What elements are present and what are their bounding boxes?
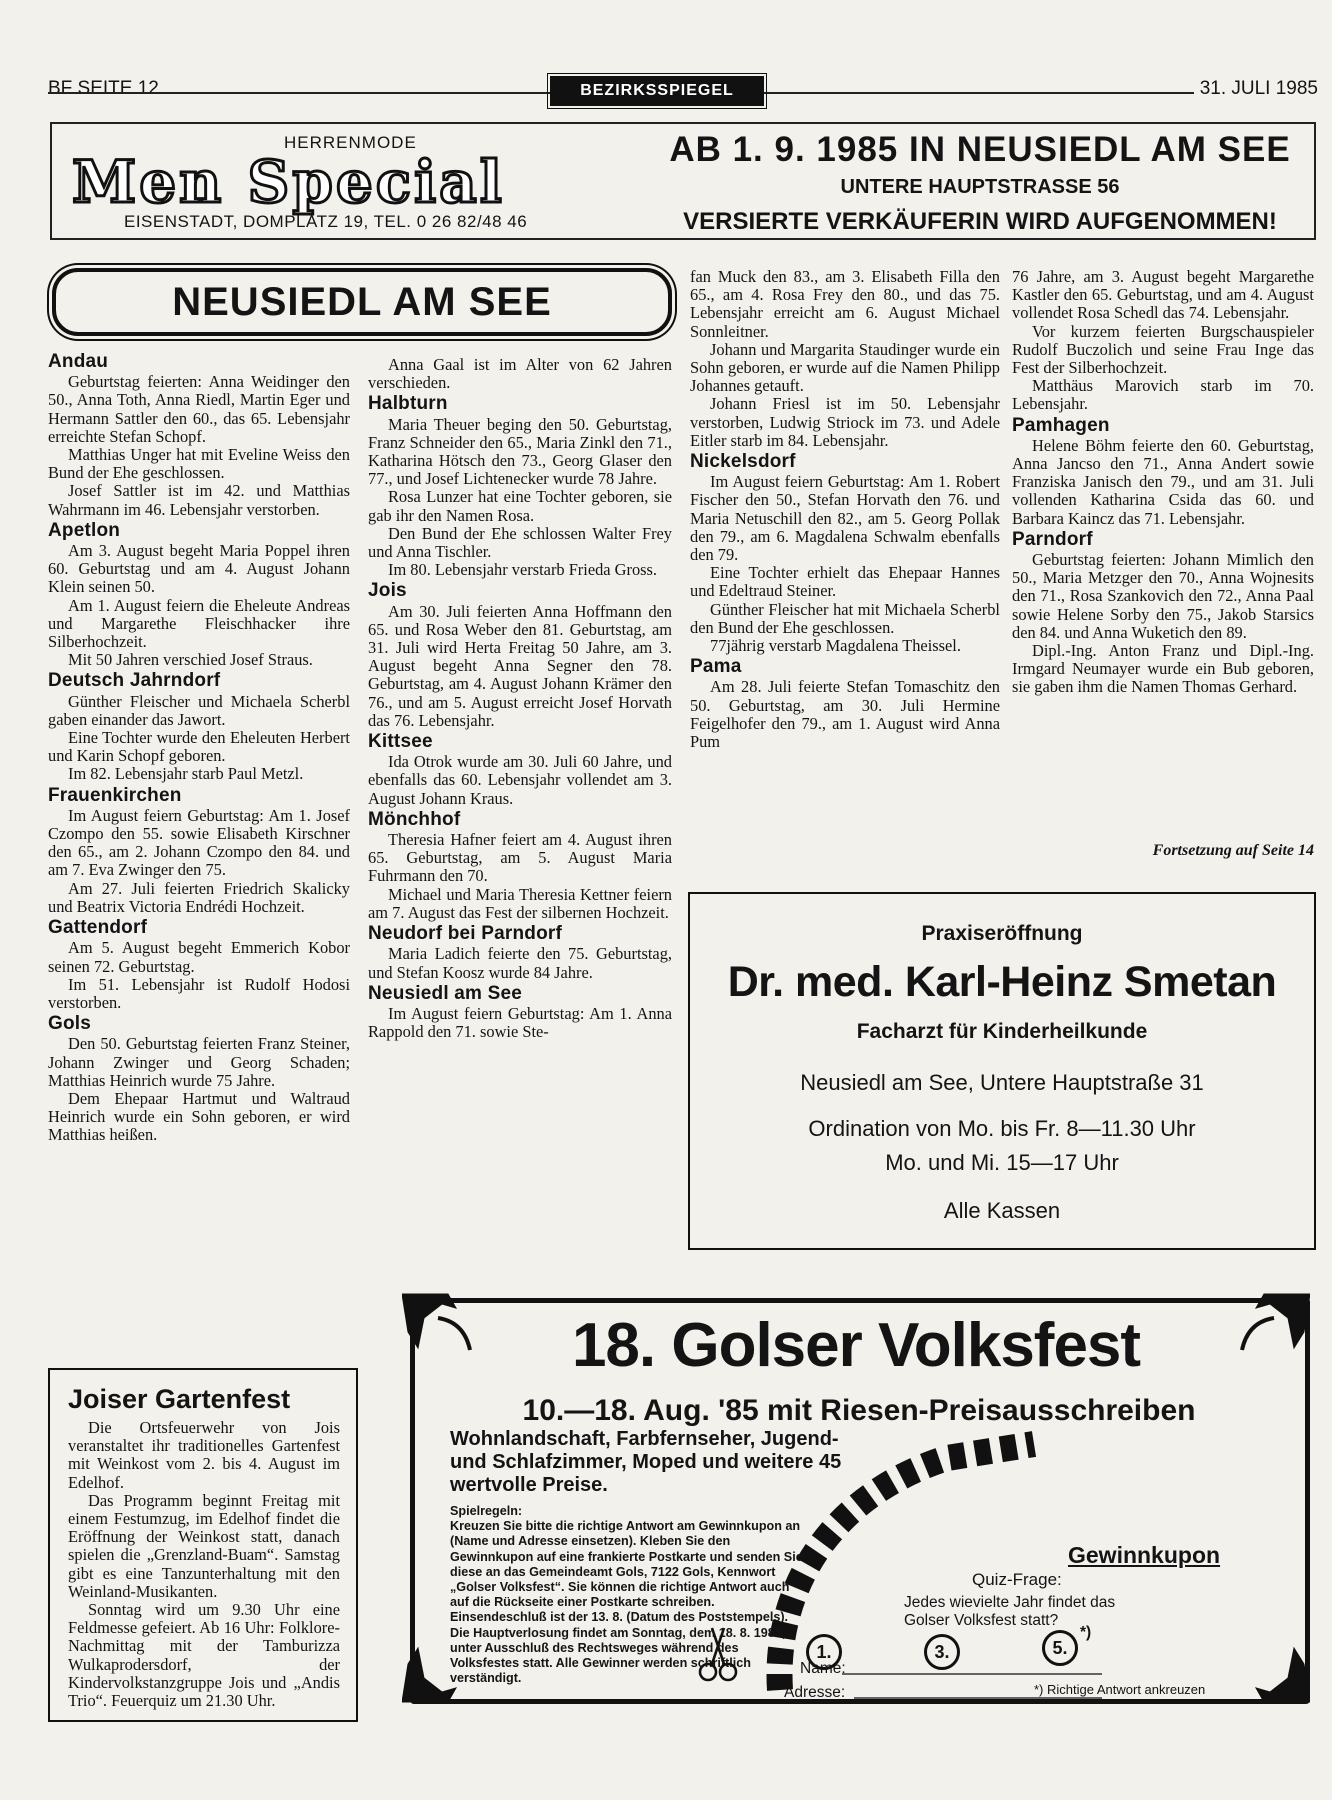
coupon-title: Gewinnkupon: [1068, 1542, 1221, 1568]
section-banner: [52, 268, 672, 336]
heading-neudorf: Neudorf bei Parndorf: [368, 923, 563, 945]
heading-neusiedl: Neusiedl am See: [368, 982, 523, 1004]
paragraph: Im 80. Lebensjahr verstarb Frieda Gross.: [388, 560, 658, 580]
paragraph: Am 5. August begeht Emmerich Kobor seinen 72. Geburtstag.: [48, 938, 350, 976]
option-circle-3[interactable]: [924, 1634, 960, 1670]
paragraph: Maria Theuer beging den 50. Geburtstag, Franz Schneider den 65., Maria Zinkl den 71., Katharina Hötsch den 73., Georg Glaser den 77., und Josef Lichtenecker wurde 78 Jahre.: [368, 414, 672, 489]
heading-deutsch-jahrndorf: Deutsch Jahrndorf: [48, 670, 221, 692]
paragraph: Dem Ehepaar Hartmut und Waltraud Heinrich wurde ein Sohn geboren, er wird Matthias heißen.: [48, 1088, 350, 1145]
footnote-mark: *): [1080, 1624, 1092, 1641]
rules-heading: Spielregeln:: [450, 1504, 523, 1518]
address-label: Adresse:: [784, 1684, 846, 1701]
option-circle-5[interactable]: [1042, 1630, 1078, 1666]
specialty: Facharzt für Kinderheilkunde: [856, 1020, 1148, 1043]
joiser-gartenfest-box: [48, 1368, 358, 1722]
ad-kicker: HERRENMODE: [284, 133, 417, 152]
column-1: [48, 350, 350, 1145]
praxis-hours-1: Ordination von Mo. bis Fr. 8—11.30 Uhr: [808, 1116, 1196, 1141]
praxis-address: Neusiedl am See, Untere Hauptstraße 31: [800, 1070, 1204, 1095]
paragraph: Josef Sattler ist im 42. und Matthias Wahrmann im 46. Lebensjahr verstorben.: [48, 481, 350, 519]
paragraph: Am 3. August begeht Maria Poppel ihren 60. Geburtstag und am 4. August Johann Klein seinen 50.: [48, 541, 350, 597]
page-label: BF SEITE 12: [48, 78, 159, 99]
option-label: 5.: [1052, 1638, 1068, 1658]
paragraph: Helene Böhm feierte den 60. Geburtstag, Anna Jancso den 71., Anna Andert sowie Franziska Janisch den 79., und am 31. Juli vollenden Katharina Csida das 60. und Barbara Kaincz das 71. Lebensjahr.: [1012, 435, 1314, 528]
paragraph: Eine Tochter erhielt das Ehepaar Hannes und Edeltraud Steiner.: [690, 563, 1000, 601]
heading-andau: Andau: [48, 351, 109, 372]
paragraph: Günther Fleischer und Michaela Scherbl gaben einander das Jawort.: [48, 691, 350, 729]
ad-headline: AB 1. 9. 1985 IN NEUSIEDL AM SEE: [669, 130, 1291, 169]
paragraph: 76 Jahre, am 3. August begeht Margarethe Kastler den 65. Geburtstag, und am 4. August vollendet Rosa Schedl das 74. Lebensjahr.: [1012, 267, 1314, 323]
paragraph: Eine Tochter wurde den Eheleuten Herbert und Karin Schopf geboren.: [48, 728, 350, 766]
heading-pamhagen: Pamhagen: [1012, 414, 1110, 436]
name-label: Name:: [800, 1660, 846, 1677]
praxis-insurance: Alle Kassen: [943, 1198, 1061, 1223]
paragraph: Geburtstag feierten: Anna Weidinger den 50., Anna Toth, Anna Riedl, Martin Eger und Hermann Sattler den 60., das 65. Lebensjahr erreichte Stefan Schopf.: [48, 372, 350, 446]
corner-ornament-icon: [402, 1648, 456, 1702]
heading-gattendorf: Gattendorf: [48, 917, 148, 939]
corner-ornament-icon: [1256, 1648, 1310, 1702]
paragraph: Michael und Maria Theresia Kettner feiern am 7. August das Fest der silbernen Hochzeit.: [368, 884, 672, 922]
paragraph: Am 1. August feiern die Eheleute Andreas und Margarethe Fleischhacker ihre Silberhochzeit.: [48, 595, 350, 652]
section-badge: BEZIRKSSPIEGEL: [550, 76, 764, 106]
golser-prizes: Wohnlandschaft, Farbfernseher, Jugend- und Schlafzimmer, Moped und weitere 45 wertvolle Preise.: [450, 1428, 842, 1496]
section-title: NEUSIEDL AM SEE: [172, 280, 552, 324]
option-label: 3.: [934, 1642, 950, 1662]
paragraph: Das Programm beginnt Freitag mit einem Festumzug, im Edelhof findet die Eröffnung der Weinkost statt, danach spielen die „Grenzland-Buam“. Samstag gibt es eine Tanzunterhaltung mit den Weinland-Musikanten.: [68, 1490, 340, 1601]
heading-pama: Pama: [690, 656, 742, 678]
paragraph: Am 30. Juli feierten Anna Hoffmann den 65. und Rosa Weber den 81. Geburtstag, am 31. Juli wird Herta Freitag 50 Jahre, am 3. August begeht Anna Segner den 78. Geburtstag, am 4. August Johann Krämer den 76., und am 5. August erreicht Josef Horvath das 76. Lebensjahr.: [368, 601, 672, 730]
option-label: 1.: [816, 1642, 832, 1662]
paragraph: Anna Gaal ist im Alter von 62 Jahren verschieden.: [368, 355, 672, 393]
paragraph: Im August feiern Geburtstag: Am 1. Anna Rappold den 71. sowie Ste-: [368, 1003, 672, 1042]
column-2: [368, 356, 672, 1041]
paragraph: Rosa Lunzer hat eine Tochter geboren, sie gab ihr den Namen Rosa.: [368, 487, 672, 525]
column-3: [690, 268, 1000, 751]
paragraph: Matthäus Marovich starb im 70. Lebensjahr.: [1012, 376, 1314, 414]
golser-dates: 10.—18. Aug. '85 mit Riesen-Preisausschreiben: [522, 1394, 1196, 1427]
paragraph: Maria Ladich feierte den 75. Geburtstag, und Stefan Koosz wurde 84 Jahre.: [368, 944, 672, 982]
paragraph: Vor kurzem feierten Burgschauspieler Rudolf Buczolich und seine Frau Inge das Fest der Silberhochzeit.: [1012, 321, 1314, 378]
heading-jois: Jois: [368, 580, 407, 602]
column-4: [1012, 268, 1314, 697]
paragraph: Im 82. Lebensjahr starb Paul Metzl.: [68, 764, 304, 784]
paragraph: Den Bund der Ehe schlossen Walter Frey und Anna Tischler.: [368, 523, 672, 562]
praxis-ad: [688, 892, 1316, 1250]
golser-title: 18. Golser Volksfest: [571, 1311, 1141, 1380]
golser-rules: [450, 1504, 810, 1686]
paragraph: Im August feiern Geburtstag: Am 1. Josef Czompo den 55. sowie Elisabeth Kirschner den 65., am 2. Johann Czompo den 84. und am 7. Eva Zwinger den 75.: [48, 805, 350, 880]
ad-job-offer: VERSIERTE VERKÄUFERIN WIRD AUFGENOMMEN!: [683, 208, 1277, 235]
paragraph: Matthias Unger hat mit Eveline Weiss den Bund der Ehe geschlossen.: [48, 445, 350, 483]
praxis-kicker: Praxiseröffnung: [921, 922, 1083, 945]
heading-parndorf: Parndorf: [1012, 528, 1093, 550]
heading-nickelsdorf: Nickelsdorf: [690, 451, 796, 473]
heading-gols: Gols: [48, 1013, 92, 1035]
paragraph: Im August feiern Geburtstag: Am 1. Robert Fischer den 50., Stefan Horvath den 76. und Maria Netuschill den 82., am 5. Georg Pollak den 79., am 6. Magdalena Schwalm ebenfalls den 79.: [690, 472, 1000, 565]
heading-kittsee: Kittsee: [368, 731, 433, 753]
coupon-footnote: *) Richtige Antwort ankreuzen: [1034, 1682, 1206, 1697]
paragraph: Dipl.-Ing. Anton Franz und Dipl.-Ing. Irmgard Neumayer wurde ein Bub geboren, sie gaben ihm die Namen Thomas Gerhard.: [1012, 641, 1314, 697]
paragraph: Sonntag wird um 9.30 Uhr eine Feldmesse gefeiert. Ab 16 Uhr: Folklore-Nachmittag mit der Tamburizza Wulkaprodersdorf, der Kindervolkstanzgruppe Jois und „Andis Trio“. Feuerquiz um 21.30 Uhr.: [68, 1600, 340, 1711]
heading-apetlon: Apetlon: [48, 519, 121, 541]
paragraph: Ida Otrok wurde am 30. Juli 60 Jahre, und ebenfalls das 60. Lebensjahr vollendet am 3. August Johann Kraus.: [368, 752, 672, 808]
paragraph: Johann Friesl ist im 50. Lebensjahr verstorben, Ludwig Striock im 73. und Adele Eitler starb im 84. Lebensjahr.: [690, 394, 1000, 450]
paragraph: fan Muck den 83., am 3. Elisabeth Filla den 65., am 4. Rosa Frey den 80., und das 75. Lebensjahr erreicht am 6. August Michael Sonnleitner.: [690, 267, 1000, 341]
praxis-hours-2: Mo. und Mi. 15—17 Uhr: [885, 1150, 1119, 1175]
continuation-note: Fortsetzung auf Seite 14: [1152, 842, 1314, 859]
ad-address: EISENSTADT, DOMPLATZ 19, TEL. 0 26 82/48 46: [124, 212, 528, 231]
rules-text: Kreuzen Sie bitte die richtige Antwort am Gewinnkupon an (Name und Adresse einsetzen). Kleben Sie den Gewinnkupon auf eine frankierte Postkarte und senden Sie diese an das Gemeindeamt Gols, 7122 Gols, Kennwort „Golser Volksfest“. Sie können die richtige Antwort auch auf die Rückseite einer Postkarte schreiben. Einsendeschluß ist der 13. 8. (Datum des Poststempels). Die Hauptverlosung findet am Sonntag, dem 18. 8. 1985, unter Ausschluß des Rechtsweges während des Volksfestes statt. Alle Gewinner werden schriftlich verständigt.: [450, 1519, 803, 1686]
heading-frauenkirchen: Frauenkirchen: [48, 784, 182, 806]
quiz-label: Quiz-Frage:: [972, 1570, 1062, 1589]
heading-halbturn: Halbturn: [368, 393, 448, 415]
paragraph: 77jährig verstarb Magdalena Theissel.: [710, 636, 961, 656]
golser-volksfest-ad: [402, 1288, 1310, 1708]
paragraph: Im 51. Lebensjahr ist Rudolf Hodosi verstorben.: [48, 974, 350, 1012]
paragraph: Mit 50 Jahren verschied Josef Straus.: [68, 650, 313, 670]
box-title: Joiser Gartenfest: [68, 1384, 291, 1414]
paragraph: Günther Fleischer hat mit Michaela Scherbl den Bund der Ehe geschlossen.: [690, 599, 1000, 637]
menspecial-logo: Men Special: [72, 148, 505, 216]
paragraph: Geburtstag feierten: Johann Mimlich den 50., Maria Metzger den 70., Anna Wojnesits den 71., Rosa Szankovich den 72., Anna Paal sowie Helene Sorby den 75., Jakob Starsics den 84. und Anna Wuketich den 89.: [1012, 550, 1314, 642]
quiz-question: Jedes wievielte Jahr findet das Golser Volksfest statt?: [904, 1594, 1116, 1629]
heading-moenchhof: Mönchhof: [368, 808, 461, 830]
paragraph: Die Ortsfeuerwehr von Jois veranstaltet ihr traditionelles Gartenfest mit Weinkost vom 2. bis 4. August im Edelhof.: [68, 1418, 340, 1492]
doctor-name: Dr. med. Karl-Heinz Smetan: [727, 958, 1277, 1006]
paragraph: Johann und Margarita Staudinger wurde ein Sohn geboren, er wurde auf die Namen Philipp Johannes getauft.: [690, 339, 1000, 396]
paragraph: Am 27. Juli feierten Friedrich Skalicky und Beatrix Victoria Endrédi Hochzeit.: [48, 878, 350, 916]
paragraph: Den 50. Geburtstag feierten Franz Steiner, Johann Zwinger und Georg Schaden; Matthias Heinrich wurde 75 Jahre.: [48, 1034, 350, 1090]
issue-date: 31. JULI 1985: [1194, 78, 1318, 100]
paragraph: Am 28. Juli feierte Stefan Tomaschitz den 50. Geburtstag, am 30. Juli Hermine Feigelhofer den 79., am 1. August wird Anna Pum: [690, 677, 1000, 752]
ad-street: UNTERE HAUPTSTRASSE 56: [840, 176, 1120, 198]
paragraph: Theresia Hafner feiert am 4. August ihren 65. Geburtstag, am 5. August Maria Fuhrmann den 70.: [368, 830, 672, 886]
